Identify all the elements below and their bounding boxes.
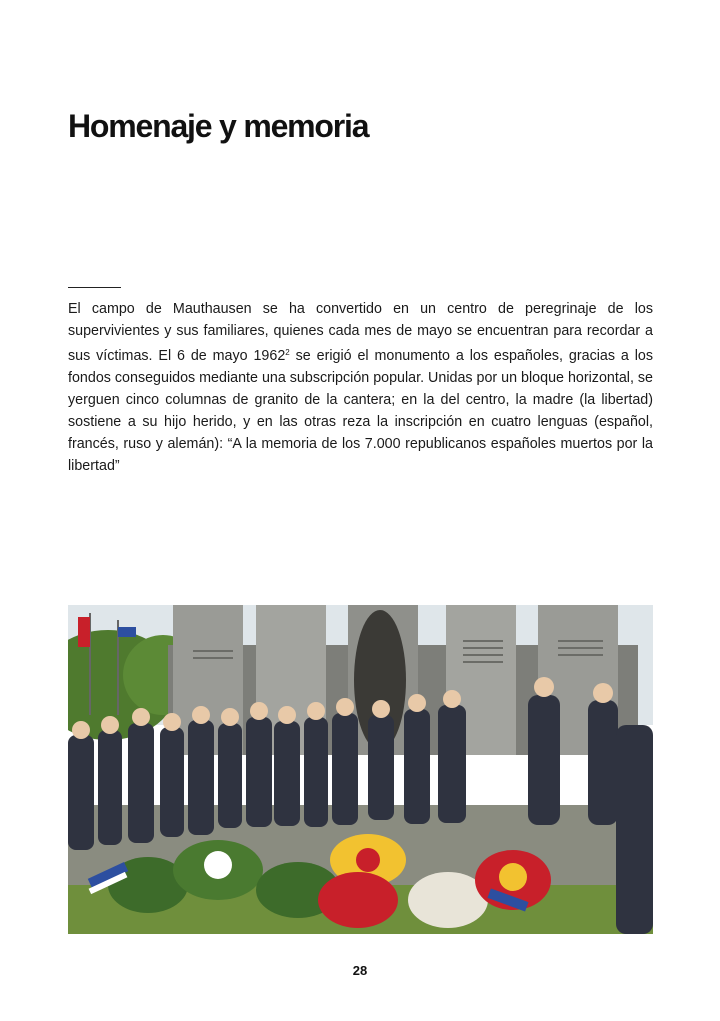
footnote-marker[interactable]: 2: [285, 348, 290, 357]
paragraph-text-part1: El campo de Mauthausen se ha convertido en un centro de peregrinaje de los supervivientes y sus familiares, quienes cada mes de mayo se encuentran para recordar a sus víctimas. El 6 de mayo 1962: [68, 301, 653, 364]
body-paragraph: [68, 298, 653, 477]
paragraph-text-part2: se erigió el monumento a los españoles, gracias a los fondos conseguidos mediante una subscripción popular. Unidas por un bloque horizontal, se yerguen cinco columnas de granito de la cantera; en la del centro, la madre (la libertad) sostiene a su hijo herido, y en las otras reza la inscripción en cuatro lenguas (español, francés, ruso y alemán): “A la memoria de los 7.000 republicanos españoles muertos por la libertad”: [68, 348, 653, 474]
page-number: 28: [352, 963, 368, 978]
photo-flag-2: [118, 627, 136, 637]
memorial-photo: [68, 605, 653, 934]
section-rule: [68, 287, 121, 288]
page-title: Homenaje y memoria: [68, 108, 369, 144]
photo-flag: [78, 617, 90, 647]
